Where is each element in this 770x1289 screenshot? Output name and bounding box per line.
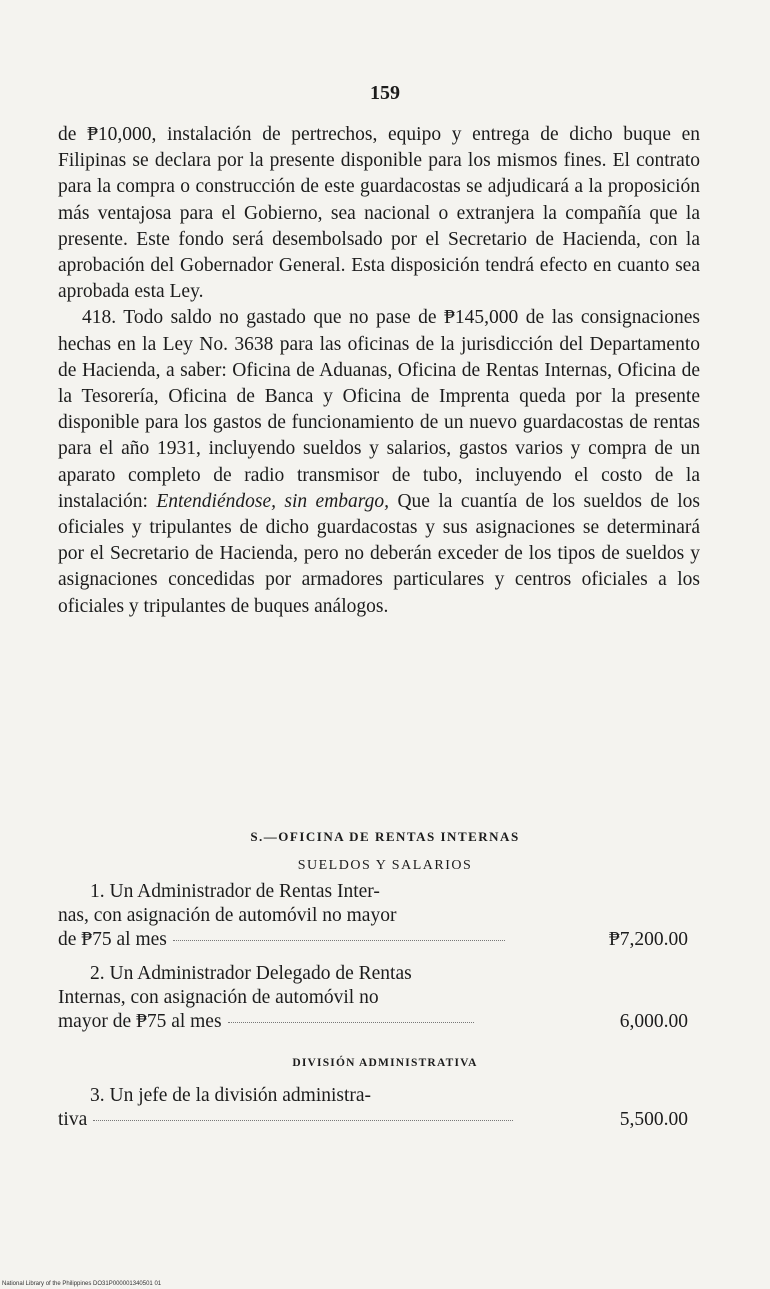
- item-2-line-1: 2. Un Administrador Delegado de Rentas: [90, 963, 412, 984]
- dot-leader: [93, 1120, 513, 1121]
- budget-item-3: [58, 1084, 688, 1132]
- budget-item-1: [58, 880, 688, 952]
- paragraph-418-text-b: Que la cuantía de los sueldos de los oficiales y tripulantes de dicho guardacostas y sus asignaciones se determinará por el Secretario de Hacienda, pero no deberán exceder de los tipos de sueldos y asignaciones concedidas por armadores particulares y centros oficiales a los oficiales y tripulantes de buques análogos.: [58, 490, 700, 617]
- item-3-line-2: [58, 1108, 688, 1132]
- body-text: [58, 122, 700, 620]
- item-1-amount: ₱7,200.00: [608, 929, 688, 950]
- item-2-amount: 6,000.00: [619, 1011, 688, 1032]
- footer-watermark: National Library of the Philippines DO31P000001340501 01: [2, 1281, 162, 1287]
- paragraph-418-text-a: 418. Todo saldo no gastado que no pase de ₱145,000 de las consignaciones hechas en la Ley No. 3638 para las oficinas de la jurisdicción del Departamento de Hacienda, a saber: Oficina de Aduanas, Oficina de Rentas Internas, Oficina de la Tesorería, Oficina de Banca y Oficina de Imprenta queda por la presente disponible para los gastos de funcionamiento de un nuevo guardacostas de rentas para el año 1931, incluyendo sueldos y salarios, gastos varios y compra de un aparato completo de radio transmisor de tubo, incluyendo el costo de la instalación:: [58, 307, 700, 512]
- item-1-line-3: [58, 928, 688, 952]
- dot-leader: [173, 940, 505, 941]
- item-1-line-1: 1. Un Administrador de Rentas Inter-: [90, 881, 380, 902]
- section-title: S.—OFICINA DE RENTAS INTERNAS: [250, 829, 520, 844]
- item-3-text: tiva: [58, 1109, 88, 1130]
- item-3-amount: 5,500.00: [619, 1109, 688, 1130]
- item-3-line-1: 3. Un jefe de la división administra-: [90, 1085, 372, 1106]
- dot-leader: [228, 1022, 474, 1023]
- item-2-line-2: Internas, con asignación de automóvil no: [58, 987, 379, 1008]
- item-1-text: de ₱75 al mes: [58, 929, 167, 950]
- paragraph-continuation: de ₱10,000, instalación de pertrechos, equipo y entrega de dicho buque en Filipinas se declara por la presente disponible para los mismos fines. El contrato para la compra o construcción de este guardacostas se adjudicará a la proposición más ventajosa para el Gobierno, sea nacional o extranjera la compañía que la presente. Este fondo será desembolsado por el Secretario de Hacienda, con la aprobación del Gobernador General. Esta disposición tendrá efecto en cuanto sea aprobada esta Ley.: [58, 124, 700, 303]
- section-subtitle: SUELDOS Y SALARIOS: [297, 858, 473, 873]
- division-title: DIVISIÓN ADMINISTRATIVA: [292, 1057, 478, 1069]
- item-2-line-3: [58, 1010, 688, 1034]
- page-number: 159: [370, 82, 400, 104]
- paragraph-418-proviso: Entendiéndose, sin embargo,: [156, 490, 390, 512]
- item-2-text: mayor de ₱75 al mes: [58, 1011, 222, 1032]
- budget-item-2: [58, 962, 688, 1034]
- item-1-line-2: nas, con asignación de automóvil no mayor: [58, 905, 397, 926]
- paragraph-418: [58, 305, 700, 619]
